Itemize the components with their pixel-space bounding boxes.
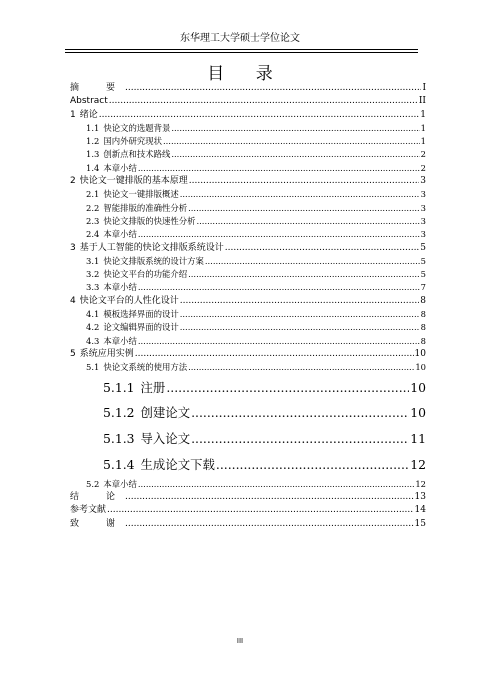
toc-entry-page: 8 [420,322,426,333]
dot-leader [171,122,419,135]
dot-leader [171,148,419,161]
toc-entry-page: II [418,96,426,107]
toc-entry-label: 致 谢 [70,518,125,529]
toc-entry-page: 2 [420,149,426,160]
toc-entry-number: 2.1 [86,189,100,200]
dot-leader [225,242,420,255]
header-rule-thin [65,52,418,53]
toc-entry-page: 8 [420,309,426,320]
dot-leader [180,295,420,308]
toc-entry-number: 5.2 [86,478,100,489]
toc-entry[interactable] [70,162,426,175]
dot-leader [125,82,421,95]
toc-entry-label: 快论文排版系统的设计方案 [103,255,204,266]
toc-entry-label: 系统应用实例 [79,348,134,359]
toc-entry-page: 10 [410,379,426,395]
toc-entry-page: 5 [420,269,426,280]
toc-entry-page: 7 [420,282,426,293]
toc-entry-number: 1 [70,109,76,120]
toc-entry-label: 本章小结 [103,335,137,346]
toc-entry-number: 2.2 [86,202,100,213]
toc-entry[interactable] [70,281,426,294]
toc-entry-label: 智能排版的准确性分析 [103,202,188,213]
dot-leader [138,335,420,348]
toc-entry-page: 10 [415,362,426,373]
header-rule-thick [65,49,418,50]
toc-entry[interactable] [70,135,426,148]
toc-entry-label: 论文编辑界面的设计 [103,322,179,333]
toc-entry[interactable] [70,82,426,95]
toc-entry-page: 8 [420,295,426,306]
toc-entry-label: 参考文献 [70,505,107,516]
toc-entry-number: 4 [70,295,76,306]
toc-entry[interactable] [70,400,426,426]
dot-leader [125,491,414,504]
toc-entry-label: 本章小结 [103,282,137,293]
running-header: 东华理工大学硕士学位论文 [180,33,300,44]
toc-entry-page: 8 [420,335,426,346]
toc-entry-number: 3.3 [86,282,100,293]
toc-entry[interactable] [70,122,426,135]
toc-entry[interactable] [70,361,426,374]
toc-entry-number: 2.3 [86,215,100,226]
toc-entry-page: 2 [420,162,426,173]
toc-entry-page: I [422,83,426,93]
toc-entry[interactable] [70,321,426,334]
toc-entry[interactable] [70,188,426,201]
toc-entry-label: 快论文一键排版的基本原理 [79,176,188,187]
toc-entry[interactable] [70,95,426,108]
dot-leader [163,135,420,148]
toc-entry-number: 2 [70,176,76,187]
toc-entry-number: 4.1 [86,309,100,320]
toc-entry-page: 3 [420,189,426,200]
toc-entry-number: 1.2 [86,136,100,147]
toc-entry-page: 1 [420,109,426,120]
toc-entry-label: 快论文一键排版概述 [103,189,179,200]
toc-entry-page: 13 [414,492,426,503]
toc-entry-label: 导入论文 [140,431,191,447]
toc-entry-label: 国内外研究现状 [103,136,162,147]
toc-entry-number: 5 [70,348,76,359]
page-number: III [236,637,244,645]
toc-entry-label: 结 论 [70,492,125,503]
dot-leader [107,504,414,517]
dot-leader [138,478,415,491]
dot-leader [138,228,420,241]
toc-entry-number: 5.1.4 [103,456,135,472]
toc-entry[interactable] [70,504,426,517]
toc-entry-label: 快论文排版的快速性分析 [103,215,196,226]
toc-entry-label: 创建论文 [140,405,191,421]
toc-entry[interactable] [70,109,426,122]
toc-entry[interactable] [70,295,426,308]
toc-entry[interactable] [70,348,426,361]
toc-entry-number: 3.2 [86,269,100,280]
toc-entry-number: 5.1.2 [103,405,135,421]
toc-entry[interactable] [70,242,426,255]
toc-entry-label: 摘 要 [70,83,125,93]
dot-leader [205,255,420,268]
toc-entry[interactable] [70,268,426,281]
table-of-contents [70,82,426,531]
toc-entry-number: 4.3 [86,335,100,346]
toc-entry[interactable] [70,452,426,478]
toc-entry-label: 快论文平台的人性化设计 [79,295,179,306]
toc-entry-label: 注册 [140,379,166,395]
toc-entry-number: 5.1.3 [103,431,135,447]
dot-leader [180,308,420,321]
toc-entry-label: 创新点和技术路线 [103,149,171,160]
toc-entry-label: 本章小结 [103,478,137,489]
dot-leader [138,281,420,294]
dot-leader [196,215,419,228]
toc-entry-page: 5 [420,242,426,253]
toc-entry-label: 模板选择界面的设计 [103,309,179,320]
toc-entry[interactable] [70,491,426,504]
toc-entry-number: 2.4 [86,229,100,240]
toc-entry[interactable] [70,175,426,188]
dot-leader [180,188,420,201]
toc-entry[interactable] [70,228,426,241]
toc-entry-page: 12 [410,456,426,472]
toc-entry-label: 本章小结 [103,162,137,173]
toc-entry-page: 1 [420,136,426,147]
toc-entry-label: 生成论文下载 [140,456,215,472]
dot-leader [138,162,420,175]
toc-entry-page: 3 [420,176,426,187]
toc-entry-number: 5.1.1 [103,379,135,395]
toc-entry-label: 绪论 [79,109,98,120]
dot-leader [188,268,420,281]
dot-leader [99,109,420,122]
dot-leader [191,400,409,426]
toc-entry-label: 快论文平台的功能介绍 [103,269,188,280]
toc-entry-number: 1.3 [86,149,100,160]
page-title: 目 录 [207,64,286,84]
toc-entry-page: 15 [414,518,426,529]
toc-entry-label: 本章小结 [103,229,137,240]
dot-leader [135,348,414,361]
toc-entry-label: Abstract [70,96,108,107]
dot-leader [191,426,409,452]
toc-entry[interactable] [70,215,426,228]
toc-entry[interactable] [70,255,426,268]
toc-entry-page: 3 [420,229,426,240]
toc-entry-number: 5.1 [86,362,100,373]
toc-entry[interactable] [70,375,426,401]
toc-entry-page: 10 [414,348,426,359]
toc-entry-label: 基于人工智能的快论文排版系统设计 [79,242,224,253]
toc-entry-page: 11 [410,431,426,447]
dot-leader [189,175,420,188]
toc-entry[interactable] [70,202,426,215]
dot-leader [109,95,418,108]
toc-entry-number: 3 [70,242,76,253]
toc-entry[interactable] [70,148,426,161]
toc-entry-page: 14 [414,505,426,516]
toc-entry-label: 快论文系统的使用方法 [103,362,188,373]
dot-leader [188,361,414,374]
dot-leader [166,375,409,401]
toc-entry-page: 12 [415,478,426,489]
toc-entry-page: 3 [420,202,426,213]
toc-entry-number: 4.2 [86,322,100,333]
toc-entry[interactable] [70,478,426,491]
toc-entry[interactable] [70,518,426,531]
toc-entry[interactable] [70,426,426,452]
dot-leader [180,321,420,334]
toc-entry-page: 3 [420,215,426,226]
toc-entry-label: 快论文的选题背景 [103,122,171,133]
dot-leader [216,452,409,478]
dot-leader [125,518,414,531]
toc-entry-number: 1.1 [86,122,100,133]
dot-leader [188,202,420,215]
toc-entry-number: 1.4 [86,162,100,173]
toc-entry-page: 10 [410,405,426,421]
toc-entry[interactable] [70,308,426,321]
toc-entry-number: 3.1 [86,255,100,266]
toc-entry-page: 1 [420,122,426,133]
toc-entry[interactable] [70,335,426,348]
toc-entry-page: 5 [420,255,426,266]
